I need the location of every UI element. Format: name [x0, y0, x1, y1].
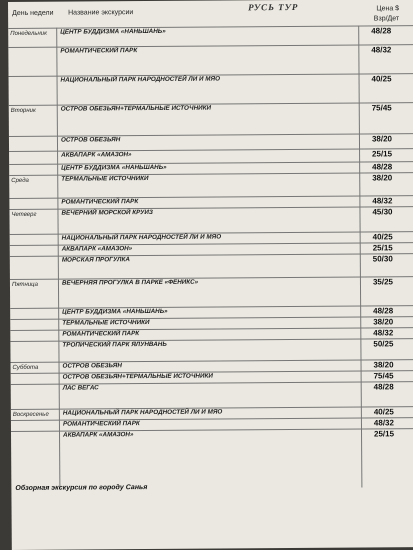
table-row — [9, 172, 413, 198]
excursion-price: 75/45 — [371, 103, 392, 113]
excursion-price: 48/32 — [371, 45, 392, 55]
row-day: Вторник — [10, 107, 36, 114]
excursion-name: РОМАНТИЧЕСКИЙ ПАРК — [62, 330, 140, 338]
table-header — [8, 3, 413, 28]
table-row — [9, 206, 413, 234]
excursion-name: ЦЕНТР БУДДИЗМА «НАНЬШАНЬ» — [62, 307, 168, 316]
excursion-price: 48/32 — [372, 196, 393, 206]
header-name: Название экскурсии — [68, 9, 134, 17]
footer-title: Обзорная экскурсия по городу Санья — [15, 484, 148, 492]
excursion-price: 38/20 — [373, 317, 394, 327]
excursion-price: 38/20 — [372, 173, 393, 183]
excursion-price: 38/20 — [373, 360, 394, 370]
table-row — [10, 253, 413, 279]
excursion-price: 48/28 — [371, 26, 392, 36]
table-row — [8, 44, 413, 76]
excursion-price: 38/20 — [371, 134, 392, 144]
excursion-price: 50/25 — [373, 339, 394, 349]
excursion-name: ВЕЧЕРНЯЯ ПРОГУЛКА В ПАРКЕ «ФЕНИКС» — [61, 278, 199, 287]
excursion-name: МОРСКАЯ ПРОГУЛКА — [61, 256, 130, 264]
excursion-name: ЦЕНТР БУДДИЗМА «НАНЬШАНЬ» — [61, 163, 167, 172]
excursion-price: 40/25 — [372, 232, 393, 242]
excursion-price: 48/32 — [373, 418, 394, 428]
excursion-price: 75/45 — [373, 371, 394, 381]
excursion-price: 45/30 — [372, 207, 393, 217]
excursion-price: 48/28 — [373, 306, 394, 316]
excursion-price: 48/28 — [373, 382, 394, 392]
excursion-name: ОСТРОВ ОБЕЗЬЯН+ТЕРМАЛЬНЫЕ ИСТОЧНИКИ — [62, 372, 213, 381]
row-day: Четверг — [11, 211, 37, 218]
excursion-name: АКВАПАРК «АМАЗОН» — [63, 431, 134, 439]
table-row — [11, 428, 413, 444]
header-price: Цена $ — [376, 5, 400, 13]
excursion-name: РОМАНТИЧЕСКИЙ ПАРК — [62, 420, 140, 428]
excursion-rows — [8, 25, 413, 444]
excursion-name: РОМАНТИЧЕСКИЙ ПАРК — [60, 47, 138, 55]
excursion-name: ОСТРОВ ОБЕЗЬЯН — [62, 362, 122, 370]
excursion-price: 40/25 — [371, 74, 392, 84]
excursion-price: 25/15 — [373, 429, 395, 439]
excursion-price: 25/15 — [372, 149, 393, 159]
table-row — [10, 338, 413, 362]
row-day: Воскресенье — [12, 411, 49, 418]
excursion-price: 40/25 — [373, 407, 394, 417]
tour-price-list — [8, 0, 413, 550]
row-day: Понедельник — [10, 30, 47, 37]
brand-logo: РУСЬ ТУР — [248, 1, 299, 13]
table-row — [11, 381, 413, 409]
row-day: Суббота — [12, 364, 39, 371]
excursion-description — [63, 391, 358, 393]
excursion-price: 48/32 — [373, 328, 394, 338]
excursion-name: НАЦИОНАЛЬНЫЙ ПАРК НАРОДНОСТЕЙ ЛИ И МЯО — [60, 75, 221, 84]
excursion-price: 50/30 — [372, 254, 393, 264]
excursion-name: ТЕРМАЛЬНЫЕ ИСТОЧНИКИ — [61, 175, 149, 183]
excursion-name: ЦЕНТР БУДДИЗМА «НАНЬШАНЬ» — [60, 27, 166, 36]
excursion-price: 35/25 — [372, 277, 393, 287]
excursion-name: ЛАС ВЕГАС — [62, 384, 99, 392]
excursion-price: 25/15 — [372, 243, 393, 253]
excursion-name: РОМАНТИЧЕСКИЙ ПАРК — [61, 198, 139, 206]
excursion-price: 48/28 — [372, 162, 393, 172]
excursion-name: ОСТРОВ ОБЕЗЬЯН+ТЕРМАЛЬНЫЕ ИСТОЧНИКИ — [60, 104, 212, 113]
footer — [15, 482, 410, 493]
header-day: День недели — [12, 9, 54, 17]
row-day: Пятница — [11, 281, 39, 288]
excursion-name: АКВАПАРК «АМАЗОН» — [61, 245, 133, 253]
excursion-name: ТРОПИЧЕСКИЙ ПАРК ЯЛУНВАНЬ — [62, 340, 167, 349]
excursion-name: ВЕЧЕРНИЙ МОРСКОЙ КРУИЗ — [61, 208, 153, 217]
table-row — [10, 276, 413, 308]
excursion-name: ОСТРОВ ОБЕЗЬЯН — [60, 136, 121, 144]
table-row — [9, 73, 413, 105]
table-row — [9, 102, 413, 136]
excursion-name: НАЦИОНАЛЬНЫЙ ПАРК НАРОДНОСТЕЙ ЛИ И МЯО — [62, 408, 223, 417]
excursion-name: ТЕРМАЛЬНЫЕ ИСТОЧНИКИ — [62, 319, 150, 327]
header-price-sub: Взр/Дет — [373, 15, 400, 23]
excursion-name: АКВАПАРК «АМАЗОН» — [61, 151, 132, 159]
row-day: Среда — [11, 177, 29, 184]
excursion-name: НАЦИОНАЛЬНЫЙ ПАРК НАРОДНОСТЕЙ ЛИ И МЯО — [61, 233, 222, 242]
